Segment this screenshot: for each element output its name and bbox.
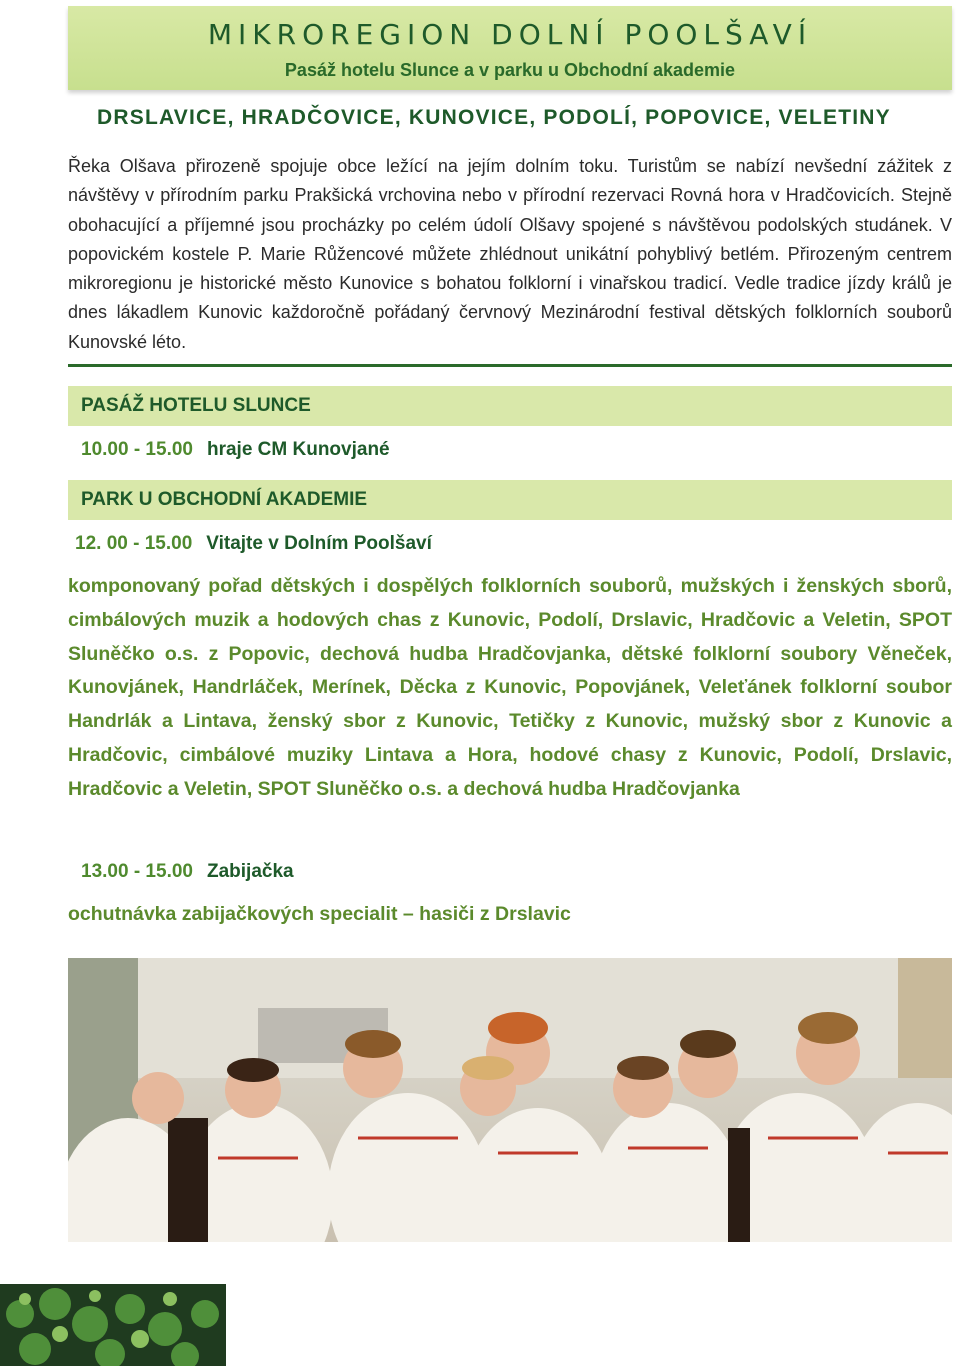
- program-time: 10.00 - 15.00: [81, 439, 193, 460]
- program-time: 12. 00 - 15.00: [75, 533, 193, 554]
- page-title: MIKROREGION DOLNÍ POOLŠAVÍ: [207, 18, 813, 51]
- photo-illustration: [68, 958, 952, 1242]
- program-item-hotel: [81, 439, 390, 461]
- program-event: Zabijačka: [206, 861, 294, 882]
- header-banner: [68, 6, 952, 90]
- program-event: hraje CM Kunovjané: [206, 439, 390, 460]
- section-heading-label: PARK U OBCHODNÍ AKADEMIE: [81, 489, 368, 510]
- section-heading-hotel: [68, 386, 952, 426]
- program-time: 13.00 - 15.00: [81, 861, 193, 882]
- section-heading-park: [68, 480, 952, 520]
- section-heading-label: PASÁŽ HOTELU SLUNCE: [81, 395, 311, 416]
- program-description-park: komponovaný pořad dětských i dospělých folklorních souborů, mužských i ženských sborů, cimbálových muzik a hodových chas z Kunovic, Podolí, Drslavic, Hradčovic a Veletin, SPOT Sluněčko o.s. z Popovic, dechová hudba Hradčovjanka, dětské folklorní soubory Věneček, Kunovjánek, Handrláček, Merínek, Děcka z Kunovic, Popovjánek, Veleťánek folklorní soubor Handrlák a Lintava, ženský sbor z Kunovic, Tetičky z Kunovic, mužský sbor z Kunovic a Hradčovic, cimbálové muziky Lintava a Hora, hodové chasy z Kunovic, Podolí, Drslavic, Hradčovic a Veletin, SPOT Sluněčko o.s. a dechová hudba Hradčovjanka: [68, 575, 952, 800]
- towns-list: DRSLAVICE, HRADČOVICE, KUNOVICE, PODOLÍ, POPOVICE, VELETINY: [97, 106, 891, 129]
- program-description-zabijacka: ochutnávka zabijačkových specialit – hasiči z Drslavic: [68, 903, 571, 925]
- program-item-park: [75, 533, 432, 555]
- program-event: Vitajte v Dolním Poolšaví: [206, 533, 432, 554]
- foliage-texture: [0, 1284, 226, 1366]
- decorative-foliage: [0, 1284, 226, 1366]
- folk-group-photo: [68, 958, 952, 1242]
- divider: [68, 364, 952, 367]
- intro-paragraph: Řeka Olšava přirozeně spojuje obce ležící na jejím dolním toku. Turistům se nabízí nevšední zážitek z návštěvy v přírodním parku Prakšická vrchovina nebo v přírodní rezervaci Rovná hora v Hradčovicích. Stejně obohacující a příjemné jsou procházky po celém údolí Olšavy spojené s návštěvou podolských studánek. V popovickém kostele P. Marie Růžencové můžete zhlédnout unikátní pohyblivý betlém. Přirozeným centrem mikroregionu je historické město Kunovice s bohatou folklorní i vinařskou tradicí. Vedle tradice jízdy králů je dnes lákadlem Kunovic každoročně pořádaný červnový Mezinárodní festival dětských folklorních souborů Kunovské léto.: [68, 156, 952, 352]
- page-subtitle: Pasáž hotelu Slunce a v parku u Obchodní akademie: [284, 60, 736, 80]
- program-item-zabijacka: [81, 861, 294, 883]
